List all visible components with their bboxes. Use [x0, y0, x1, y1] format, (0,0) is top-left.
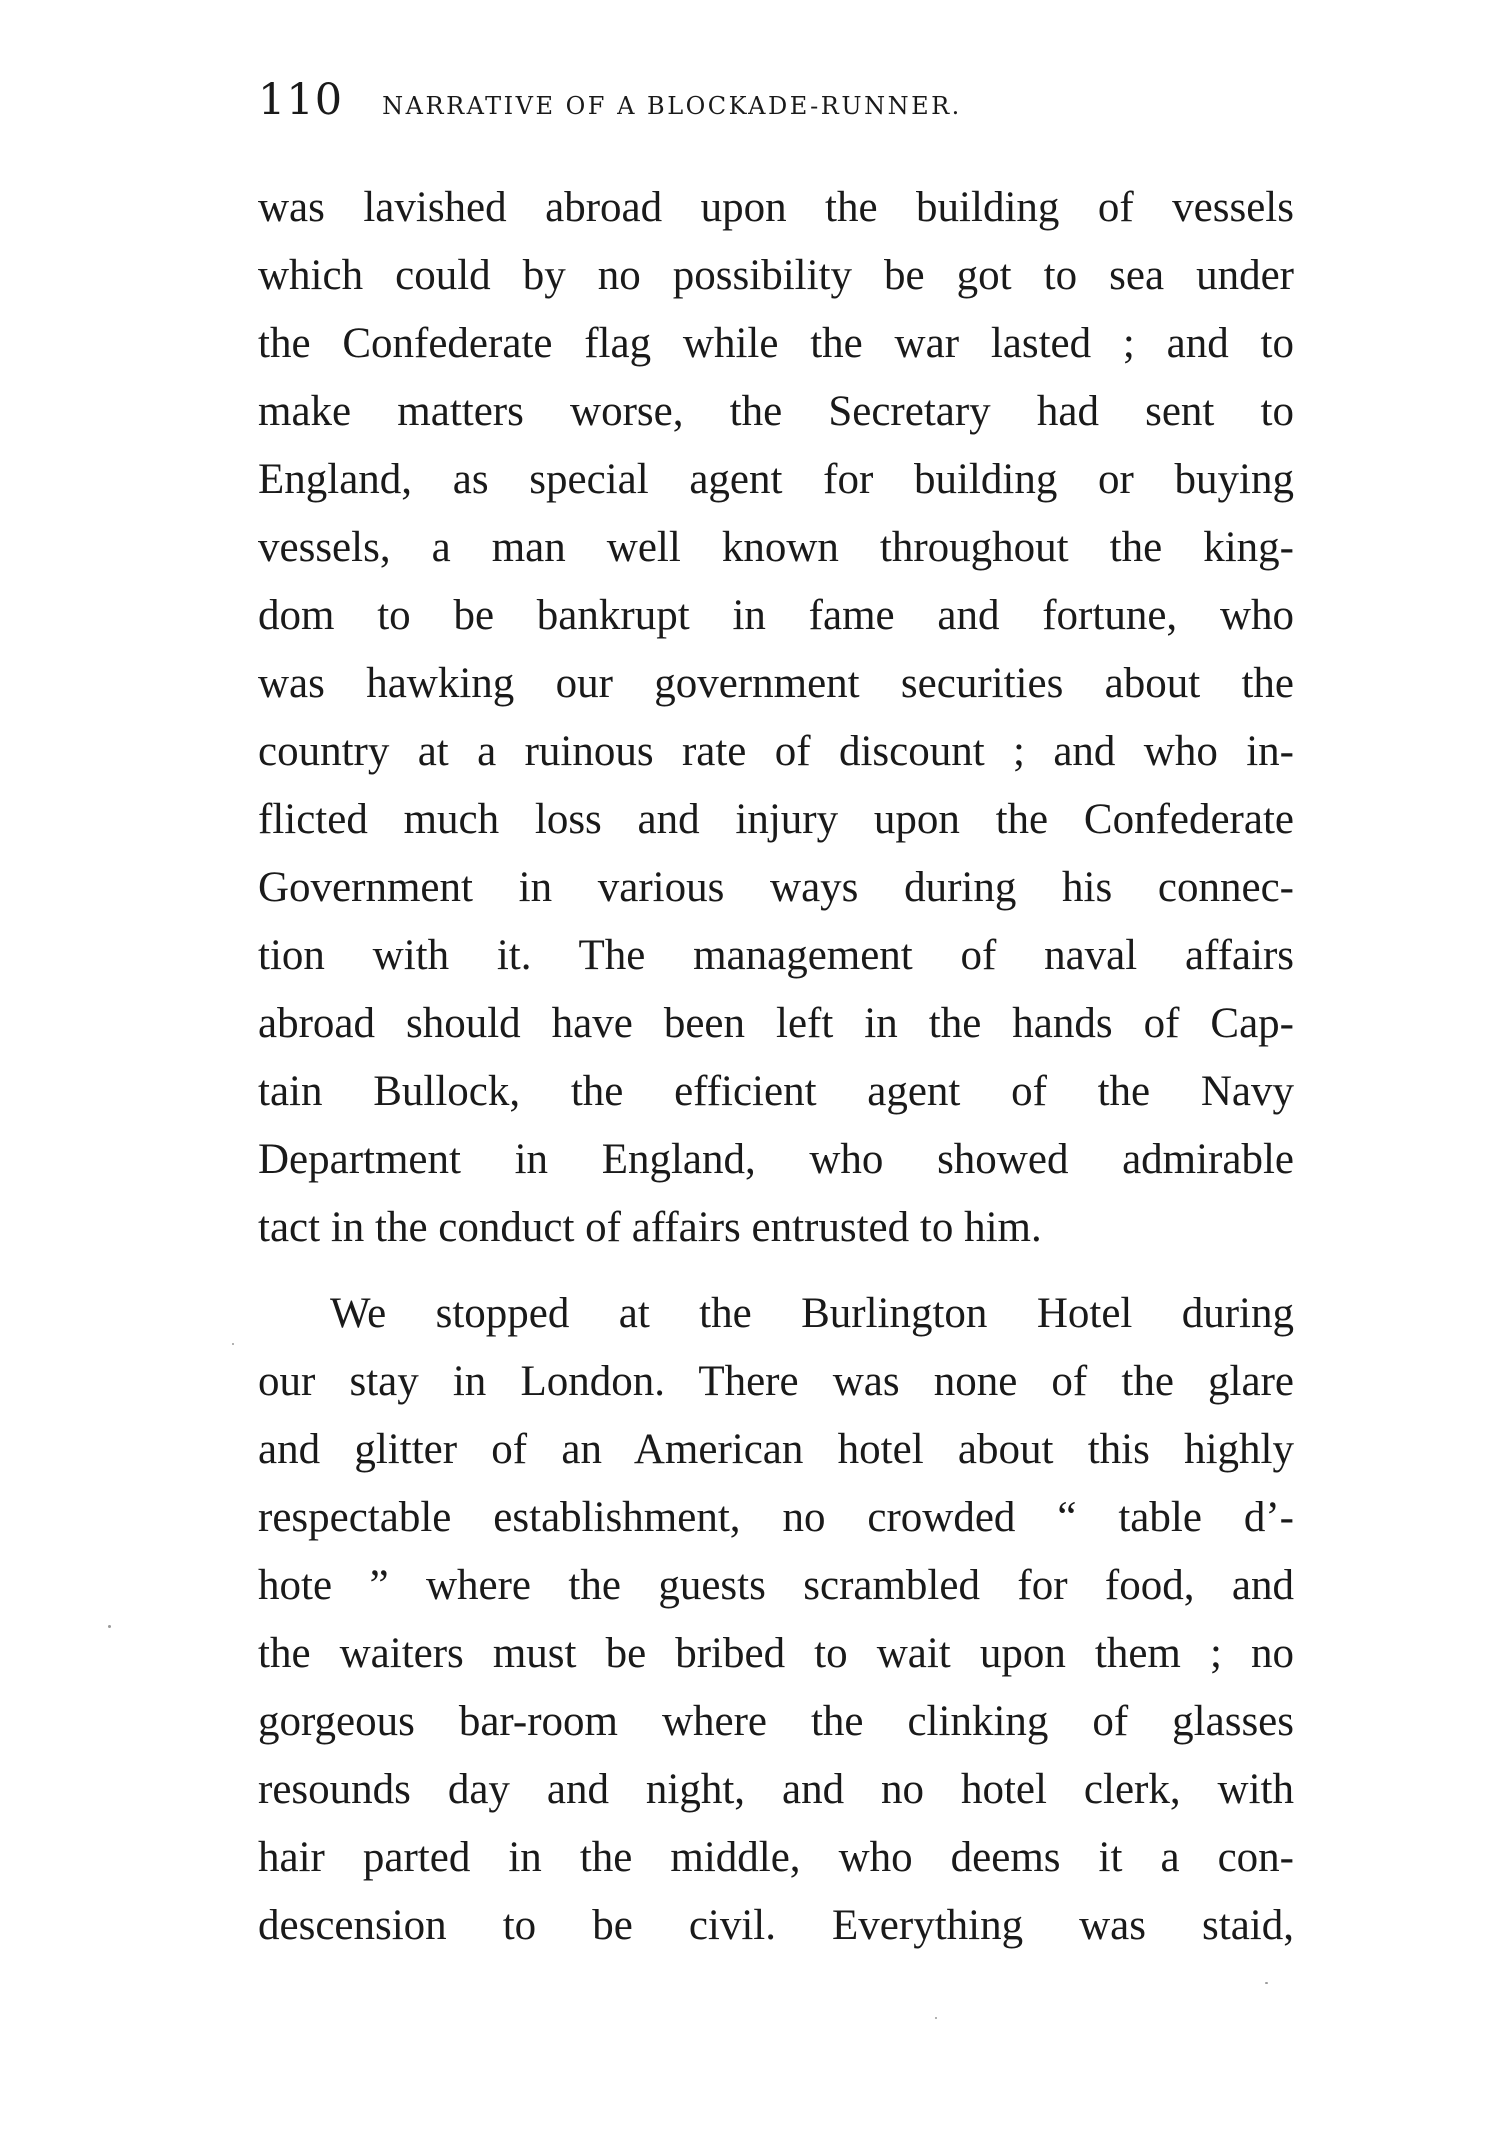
text-line: the waiters must be bribed to wait upon them ; no [258, 1630, 1294, 1677]
text-line: dom to be bankrupt in fame and fortune, who [258, 592, 1294, 639]
paragraph-2 [258, 1280, 1294, 1960]
text-line: Government in various ways during his connec- [258, 864, 1294, 911]
text-line: the Confederate flag while the war lasted ; and to [258, 320, 1294, 367]
text-line: flicted much loss and injury upon the Confederate [258, 796, 1294, 843]
paper-speck [1265, 1982, 1268, 1984]
text-line: our stay in London. There was none of the glare [258, 1358, 1294, 1405]
running-title: NARRATIVE OF A BLOCKADE-RUNNER. [382, 92, 962, 120]
paper-speck [935, 2017, 937, 2019]
page-number: 110 [258, 75, 344, 125]
text-line: which could by no possibility be got to sea under [258, 252, 1294, 299]
paper-speck [108, 1625, 111, 1628]
text-line: was lavished abroad upon the building of vessels [258, 184, 1294, 231]
text-line: descension to be civil. Everything was staid, [258, 1902, 1294, 1949]
text-line: tain Bullock, the efficient agent of the Navy [258, 1068, 1294, 1115]
text-line: and glitter of an American hotel about this highly [258, 1426, 1294, 1473]
text-line: Department in England, who showed admirable [258, 1136, 1294, 1183]
paragraph-gap [258, 1262, 1294, 1280]
paragraph-1 [258, 174, 1294, 1262]
text-line: hair parted in the middle, who deems it a con- [258, 1834, 1294, 1881]
text-line: was hawking our government securities about the [258, 660, 1294, 707]
text-line: vessels, a man well known throughout the king- [258, 524, 1294, 571]
body-text [258, 174, 1294, 1960]
text-line: tact in the conduct of affairs entrusted to him. [258, 1204, 1042, 1251]
text-line: We stopped at the Burlington Hotel during [330, 1290, 1294, 1337]
text-line: hote ” where the guests scrambled for food, and [258, 1562, 1294, 1609]
paper-speck [232, 1343, 234, 1345]
text-line: abroad should have been left in the hands of Cap- [258, 1000, 1294, 1047]
text-line: country at a ruinous rate of discount ; and who in- [258, 728, 1294, 775]
text-line: gorgeous bar-room where the clinking of glasses [258, 1698, 1294, 1745]
running-head [258, 75, 1298, 135]
text-line: respectable establishment, no crowded “ table d’- [258, 1494, 1294, 1541]
text-line: make matters worse, the Secretary had sent to [258, 388, 1294, 435]
text-line: resounds day and night, and no hotel clerk, with [258, 1766, 1294, 1813]
text-line: tion with it. The management of naval affairs [258, 932, 1294, 979]
text-line: England, as special agent for building or buying [258, 456, 1294, 503]
